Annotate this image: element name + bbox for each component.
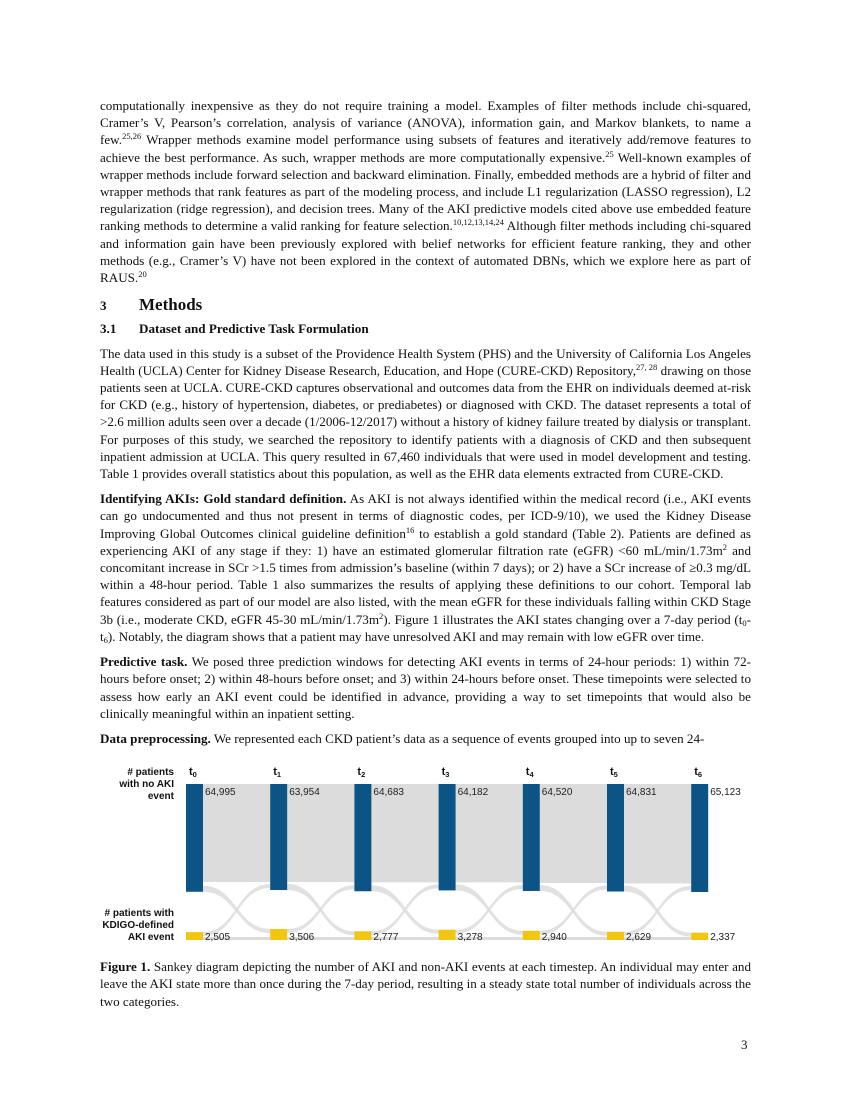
dataset-paragraph: The data used in this study is a subset of the Providence Health System (PHS) and the University of California Los Angeles Health (UCLA) Center for Kidney Disease Research, Education, and Hope (CURE-CKD) Repository,$^{27, 28}$ drawing on those patients seen at UCLA. CURE-CKD captures observational and outcomes data from the EHR on individuals deemed at-risk for CKD (e.g., history of hypertension, diabetes, or prediabetes) or diagnosed with CKD. The dataset represents a total of >2.6 million adults seen over a decade (1/2006-12/2017) without a history of kidney failure treated by dialysis or transplant. For purposes of this study, we searched the repository to identify patients with a diagnosis of CKD and then subsequent inpatient admission at UCLA. This query resulted in 67,460 individuals that were used in model development and testing. Table 1 provides overall statistics about this population, as well as the EHR data elements extracted from CURE-CKD. xyxy=(100,345,752,482)
section-number: 3 xyxy=(100,298,107,314)
no-aki-row-label: with no AKI xyxy=(119,779,174,791)
no-aki-bar-t5 xyxy=(607,784,624,892)
aki-row-label: AKI event xyxy=(127,932,174,944)
no-aki-value-t6: 65,123 xyxy=(710,787,741,799)
timestep-label-t2: t2 xyxy=(357,766,366,780)
aki-value-t5: 2,629 xyxy=(626,932,652,944)
flow-no-aki-stay-1 xyxy=(287,784,354,882)
aki-definition-paragraph: Identifying AKIs: Gold standard definition. As AKI is not always identified within the medical record (i.e., AKI events can go undocumented and thus not present in terms of diagnostic codes, per ICD-9/10), we used the Kidney Disease Improving Global Outcomes clinical guideline definition$^{16}$ to establish a gold standard (Table 2). Patients are defined as experiencing AKI of any stage if they: 1) have an estimated glomerular filtration rate (eGFR) <60 $mL/\min/1.73m^2$ and concomitant increase in SCr >1.5 times from admission’s baseline (within 7 days); or 2) have a SCr increase of ≥0.3 mg/dL within a 48-hour period. Table 1 also summarizes the results of applying these definitions to our cohort. Temporal lab features considered as part of our model are also listed, with the mean eGFR for these individuals falling within CKD Stage 3b (i.e., moderate CKD, eGFR 45-30 $mL/\min/1.73m^2$). Figure 1 illustrates the AKI states changing over a 7-day period $(t_0-t_6)$. Notably, the diagram shows that a patient may have unresolved AKI and may remain with low eGFR over time. xyxy=(100,491,751,645)
aki-value-t4: 2,940 xyxy=(541,932,567,944)
aki-bar-t4 xyxy=(523,931,540,940)
no-aki-value-t4: 64,520 xyxy=(541,787,573,799)
timestep-label-t5: t5 xyxy=(610,766,618,780)
page-number: 3 xyxy=(741,1037,748,1052)
timestep-label-t3: t3 xyxy=(441,766,450,780)
no-aki-value-t3: 64,182 xyxy=(457,787,489,799)
flow-no-aki-stay-0 xyxy=(203,784,270,882)
no-aki-value-t1: 63,954 xyxy=(289,787,320,799)
aki-bar-t5 xyxy=(607,932,624,940)
no-aki-bar-t6 xyxy=(691,784,708,892)
sankey-chart xyxy=(100,756,751,952)
aki-row-label: KDIGO-defined xyxy=(102,920,174,932)
aki-bar-t2 xyxy=(354,931,371,940)
no-aki-row-label: event xyxy=(147,791,174,803)
aki-value-t2: 2,777 xyxy=(373,932,399,944)
aki-value-t3: 3,278 xyxy=(457,932,483,944)
no-aki-value-t2: 64,683 xyxy=(373,787,404,799)
subsection-title: Dataset and Predictive Task Formulation xyxy=(139,321,369,337)
subsection-number: 3.1 xyxy=(100,321,117,337)
aki-value-t0: 2,505 xyxy=(205,932,231,944)
timestep-label-t1: t1 xyxy=(273,766,282,780)
flow-aki-to-no-aki-3 xyxy=(456,885,523,934)
flow-aki-to-no-aki-1 xyxy=(287,885,354,933)
timestep-label-t0: t0 xyxy=(189,766,197,780)
no-aki-bar-t0 xyxy=(186,784,203,892)
predictive-task-paragraph: Predictive task. We posed three prediction windows for detecting AKI events in terms of 24-hour periods: 1) within 72-hours before onset; 2) within 48-hours before onset; and 3) within 24-hours before onset. These timepoints were selected to assess how early an AKI event could be identified in advance, providing a way to set timepoints that would also be clinically meaningful within an inpatient setting. xyxy=(100,654,751,721)
aki-bar-t1 xyxy=(270,929,287,940)
no-aki-bar-t1 xyxy=(270,784,287,890)
flow-aki-to-no-aki-4 xyxy=(540,886,607,935)
timestep-label-t6: t6 xyxy=(694,766,703,780)
no-aki-bar-t3 xyxy=(439,784,456,890)
flow-no-aki-stay-3 xyxy=(456,784,523,882)
aki-bar-t0 xyxy=(186,932,203,940)
flow-no-aki-stay-4 xyxy=(540,784,607,883)
no-aki-bar-t2 xyxy=(354,784,371,891)
no-aki-row-label: # patients xyxy=(127,767,174,779)
flow-no-aki-stay-2 xyxy=(371,784,438,882)
no-aki-value-t5: 64,831 xyxy=(626,787,657,799)
aki-value-t6: 2,337 xyxy=(710,932,736,944)
timestep-label-t4: t4 xyxy=(525,766,534,780)
aki-row-label: # patients with xyxy=(104,908,174,920)
sankey-figure xyxy=(100,756,751,952)
aki-bar-t3 xyxy=(439,930,456,940)
aki-bar-t6 xyxy=(691,933,708,940)
data-preprocessing-paragraph: Data preprocessing. We represented each CKD patient’s data as a sequence of events grouped into up to seven 24- xyxy=(100,730,705,746)
flow-aki-to-no-aki-5 xyxy=(624,886,691,936)
no-aki-bar-t4 xyxy=(523,784,540,891)
subsection-heading xyxy=(100,320,751,337)
figure-caption xyxy=(100,958,751,1010)
aki-value-t1: 3,506 xyxy=(289,932,315,944)
flow-no-aki-stay-5 xyxy=(624,784,691,884)
no-aki-value-t0: 64,995 xyxy=(205,787,236,799)
figure-caption-label: Figure 1. xyxy=(100,959,151,975)
section-heading xyxy=(100,296,751,314)
intro-paragraph: computationally inexpensive as they do not require training a model. Examples of filter methods include chi-squared, Cramer’s V, Pearson’s correlation, analysis of variance (ANOVA), information gain, and Markov blankets, to name a few.$^{25,26}$ Wrapper methods examine model performance using subsets of features and iteratively add/remove features to achieve the best performance. As such, wrapper methods are more computationally expensive.$^{25}$ Well-known examples of wrapper methods include forward selection and backward elimination. Finally, embedded methods are a hybrid of filter and wrapper methods that rank features as part of the modeling process, and include L1 regularization (LASSO regression), L2 regularization (ridge regression), and decision trees. Many of the AKI predictive models cited above use embedded feature ranking methods to determine a valid ranking for feature selection.$^{10,12,13,14,24}$ Although filter methods including chi-squared and information gain have been previously explored with belief networks for efficient feature ranking, they and other methods (e.g., Cramer’s V) have not been explored in the context of automated DBNs, which we explore here as part of RAUS.$^{20}$ xyxy=(100,98,751,286)
section-title: Methods xyxy=(139,295,203,315)
paper-page xyxy=(100,97,751,1010)
figure-caption-text: Sankey diagram depicting the number of AKI and non-AKI events at each timestep. An individual may enter and leave the AKI state more than once during the 7-day period, resulting in a steady state total number of individuals across the two categories. xyxy=(100,959,752,1009)
